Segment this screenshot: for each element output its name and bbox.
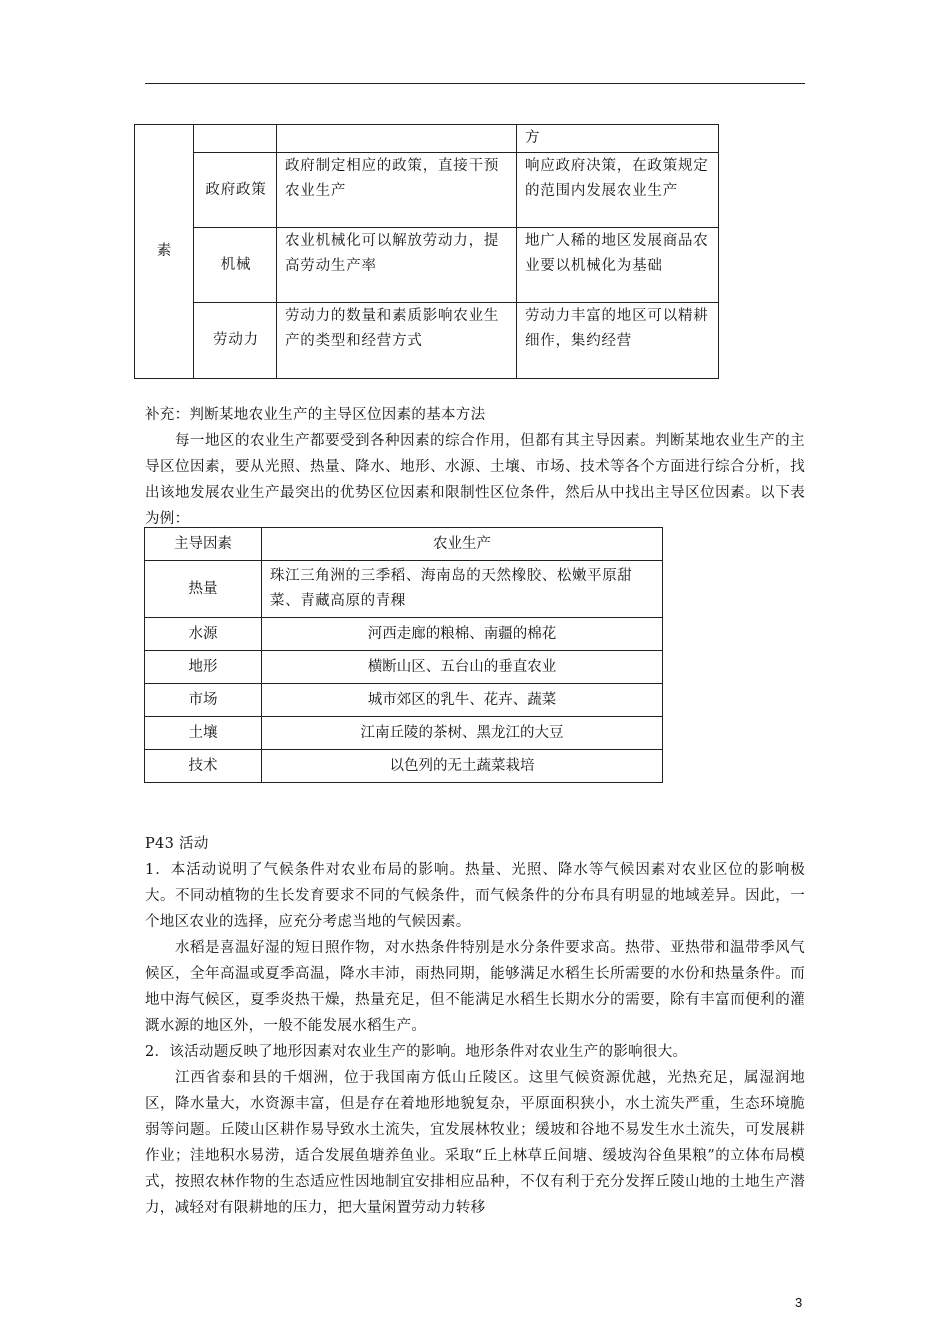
side-label: 素 — [156, 243, 172, 259]
production-cell: 珠江三角洲的三季稻、海南岛的天然橡胶、松嫩平原甜菜、青藏高原的青稞 — [262, 561, 663, 618]
column-header: 农业生产 — [262, 528, 663, 561]
table-row — [135, 125, 719, 153]
table-row — [145, 618, 663, 651]
table-cell: 方 — [517, 125, 719, 153]
effect-cell: 农业机械化可以解放劳动力，提高劳动生产率 — [277, 228, 517, 303]
supplement-title: 补充：判断某地农业生产的主导区位因素的基本方法 — [145, 407, 486, 423]
table-cell — [277, 125, 517, 153]
approach-cell: 响应政府决策，在政策规定的范围内发展农业生产 — [517, 153, 719, 228]
activity-paragraph-3: 2．该活动题反映了地形因素对农业生产的影响。地形条件对农业生产的影响很大。 — [145, 1044, 688, 1060]
supplement-body: 每一地区的农业生产都要受到各种因素的综合作用，但都有其主导因素。判断某地农业生产的主导区位因素，要从光照、热量、降水、地形、水源、土壤、市场、技术等各个方面进行综合分析，找出该地发展农业生产最突出的优势区位因素和限制性区位条件，然后从中找出主导区位因素。以下表为例： — [145, 433, 805, 527]
factor-table — [134, 124, 719, 379]
factor-cell: 机械 — [194, 228, 277, 303]
production-cell: 江南丘陵的茶树、黑龙江的大豆 — [262, 717, 663, 750]
table-row — [145, 750, 663, 783]
activity-paragraph-1: 1．本活动说明了气候条件对农业布局的影响。热量、光照、降水等气候因素对农业区位的影响极大。不同动植物的生长发育要求不同的气候条件，而气候条件的分布具有明显的地域差异。因此，一个地区农业的选择，应充分考虑当地的气候因素。 — [145, 862, 805, 930]
table-cell — [194, 125, 277, 153]
header-rule — [145, 83, 805, 84]
table-row — [145, 561, 663, 618]
production-cell: 河西走廊的粮棉、南疆的棉花 — [262, 618, 663, 651]
factor-cell: 地形 — [145, 651, 262, 684]
effect-cell: 政府制定相应的政策，直接干预农业生产 — [277, 153, 517, 228]
approach-cell: 地广人稀的地区发展商品农业要以机械化为基础 — [517, 228, 719, 303]
table-row — [135, 153, 719, 228]
factor-cell: 技术 — [145, 750, 262, 783]
table-row — [145, 717, 663, 750]
activity-heading: P43 活动 — [145, 836, 209, 852]
approach-cell: 劳动力丰富的地区可以精耕细作，集约经营 — [517, 303, 719, 379]
table-row — [145, 651, 663, 684]
effect-cell: 劳动力的数量和素质影响农业生产的类型和经营方式 — [277, 303, 517, 379]
table-row — [135, 303, 719, 379]
factor-cell: 土壤 — [145, 717, 262, 750]
activity-paragraph-2: 水稻是喜温好湿的短日照作物，对水热条件特别是水分条件要求高。热带、亚热带和温带季风气候区，全年高温或夏季高温，降水丰沛，雨热同期，能够满足水稻生长所需要的水份和热量条件。而地中海气候区，夏季炎热干燥，热量充足，但不能满足水稻生长期水分的需要，除有丰富而便利的灌溉水源的地区外，一般不能发展水稻生产。 — [145, 940, 805, 1034]
side-label-cell — [135, 125, 194, 379]
factor-cell: 热量 — [145, 561, 262, 618]
activity-paragraph-4: 江西省泰和县的千烟洲，位于我国南方低山丘陵区。这里气候资源优越，光热充足，属湿润地区，降水量大，水资源丰富，但是存在着地形地貌复杂，平原面积狭小，水土流失严重，生态环境脆弱等问题。丘陵山区耕作易导致水土流失，宜发展林牧业；缓坡和谷地不易发生水土流失，可发展耕作业；洼地积水易涝，适合发展鱼塘养鱼业。采取“丘上林草丘间塘、缓坡沟谷鱼果粮”的立体布局模式，按照农林作物的生态适应性因地制宜安排相应品种，不仅有利于充分发挥丘陵山地的土地生产潜力，减轻对有限耕地的压力，把大量闲置劳动力转移 — [145, 1070, 805, 1216]
factor-cell: 水源 — [145, 618, 262, 651]
factor-cell: 劳动力 — [194, 303, 277, 379]
table-header-row — [145, 528, 663, 561]
production-cell: 城市郊区的乳牛、花卉、蔬菜 — [262, 684, 663, 717]
table-row — [145, 684, 663, 717]
factor-cell: 政府政策 — [194, 153, 277, 228]
column-header: 主导因素 — [145, 528, 262, 561]
production-cell: 以色列的无土蔬菜栽培 — [262, 750, 663, 783]
table-row — [135, 228, 719, 303]
factor-cell: 市场 — [145, 684, 262, 717]
production-cell: 横断山区、五台山的垂直农业 — [262, 651, 663, 684]
page-number: 3 — [795, 1295, 803, 1310]
dominant-factor-table — [144, 527, 663, 783]
